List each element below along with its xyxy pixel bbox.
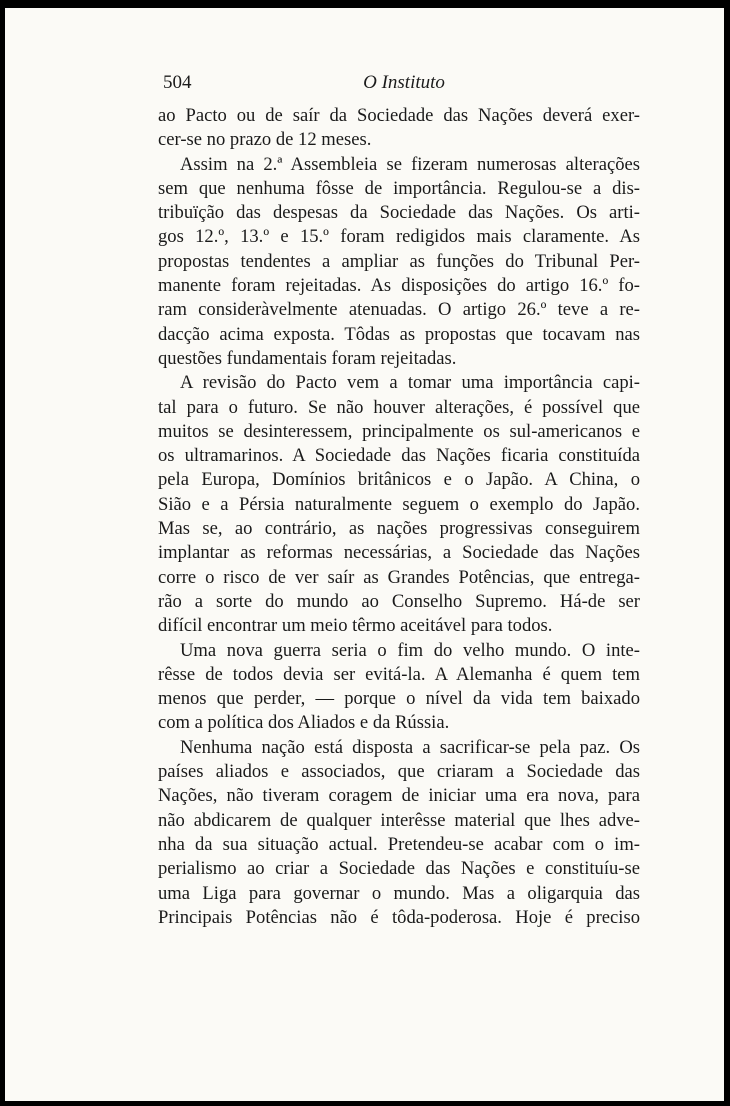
text-line: questões fundamentais foram rejeitadas. (158, 347, 457, 369)
paragraph (158, 153, 640, 372)
page-number: 504 (163, 72, 192, 93)
text-line: Nações, não tiveram coragem de iniciar uma era nova, para (158, 785, 640, 807)
text-line: difícil encontrar um meio têrmo aceitável para todos. (158, 615, 553, 637)
text-line: ram consideràvelmente atenuadas. O artigo 26.º teve a re- (158, 299, 640, 321)
text-line: com a política dos Aliados e da Rússia. (158, 712, 450, 734)
text-line: perialismo ao criar a Sociedade das Nações e constituíu-se (158, 858, 640, 880)
text-line: sem que nenhuma fôsse de importância. Regulou-se a dis- (158, 177, 640, 199)
text-line: muitos se desinteressem, principalmente os sul-americanos e (158, 420, 640, 442)
text-line: Sião e a Pérsia naturalmente seguem o exemplo do Japão. (158, 493, 640, 515)
text-line: propostas tendentes a ampliar as funções do Tribunal Per- (158, 250, 640, 272)
text-line: não abdicarem de qualquer interêsse material que lhes adve- (158, 809, 640, 831)
text-line: manente foram rejeitadas. As disposições do artigo 16.º fo- (158, 275, 640, 297)
text-line: Nenhuma nação está disposta a sacrificar-se pela paz. Os (180, 736, 640, 758)
text-line: gos 12.º, 13.º e 15.º foram redigidos mais claramente. As (158, 226, 640, 248)
text-line: uma Liga para governar o mundo. Mas a oligarquia das (158, 882, 640, 904)
text-line: cer-se no prazo de 12 meses. (158, 129, 372, 151)
text-line: Uma nova guerra seria o fim do velho mundo. O inte- (180, 639, 640, 661)
text-line: tal para o futuro. Se não houver alterações, é possível que (158, 396, 640, 418)
running-title: O Instituto (363, 72, 445, 93)
text-line: dacção acima exposta. Tôdas as propostas que tocavam nas (158, 323, 640, 345)
text-line: menos que perder, — porque o nível da vida tem baixado (158, 688, 640, 710)
text-line: nha da sua situação actual. Pretendeu-se acabar com o im- (158, 833, 640, 855)
text-line: ao Pacto ou de saír da Sociedade das Nações deverá exer- (158, 105, 640, 126)
text-line: países aliados e associados, que criaram a Sociedade das (158, 761, 640, 783)
text-line: rão a sorte do mundo ao Conselho Supremo. Há-de ser (158, 590, 640, 612)
text-line: implantar as reformas necessárias, a Sociedade das Nações (158, 542, 640, 564)
text-line: A revisão do Pacto vem a tomar uma importância capi- (180, 372, 640, 394)
paragraph (158, 639, 640, 736)
text-line: os ultramarinos. A Sociedade das Nações ficaria constituída (158, 445, 640, 467)
text-line: tribuïção das despesas da Sociedade das Nações. Os arti- (158, 202, 640, 224)
text-line: pela Europa, Domínios britânicos e o Japão. A China, o (158, 469, 640, 491)
text-line: rêsse de todos devia ser evitá-la. A Alemanha é quem tem (158, 663, 640, 685)
paragraph (158, 736, 640, 930)
text-line: Principais Potências não é tôda-poderosa. Hoje é preciso (158, 906, 640, 928)
text-line: corre o risco de ver saír as Grandes Potências, que entrega- (158, 566, 640, 588)
text-line: Mas se, ao contrário, as nações progressivas conseguirem (158, 518, 640, 540)
body-text (158, 104, 640, 930)
paragraph (158, 371, 640, 638)
text-line: Assim na 2.ª Assembleia se fizeram numerosas alterações (180, 153, 640, 175)
page-header (163, 72, 645, 102)
paragraph (158, 104, 640, 153)
